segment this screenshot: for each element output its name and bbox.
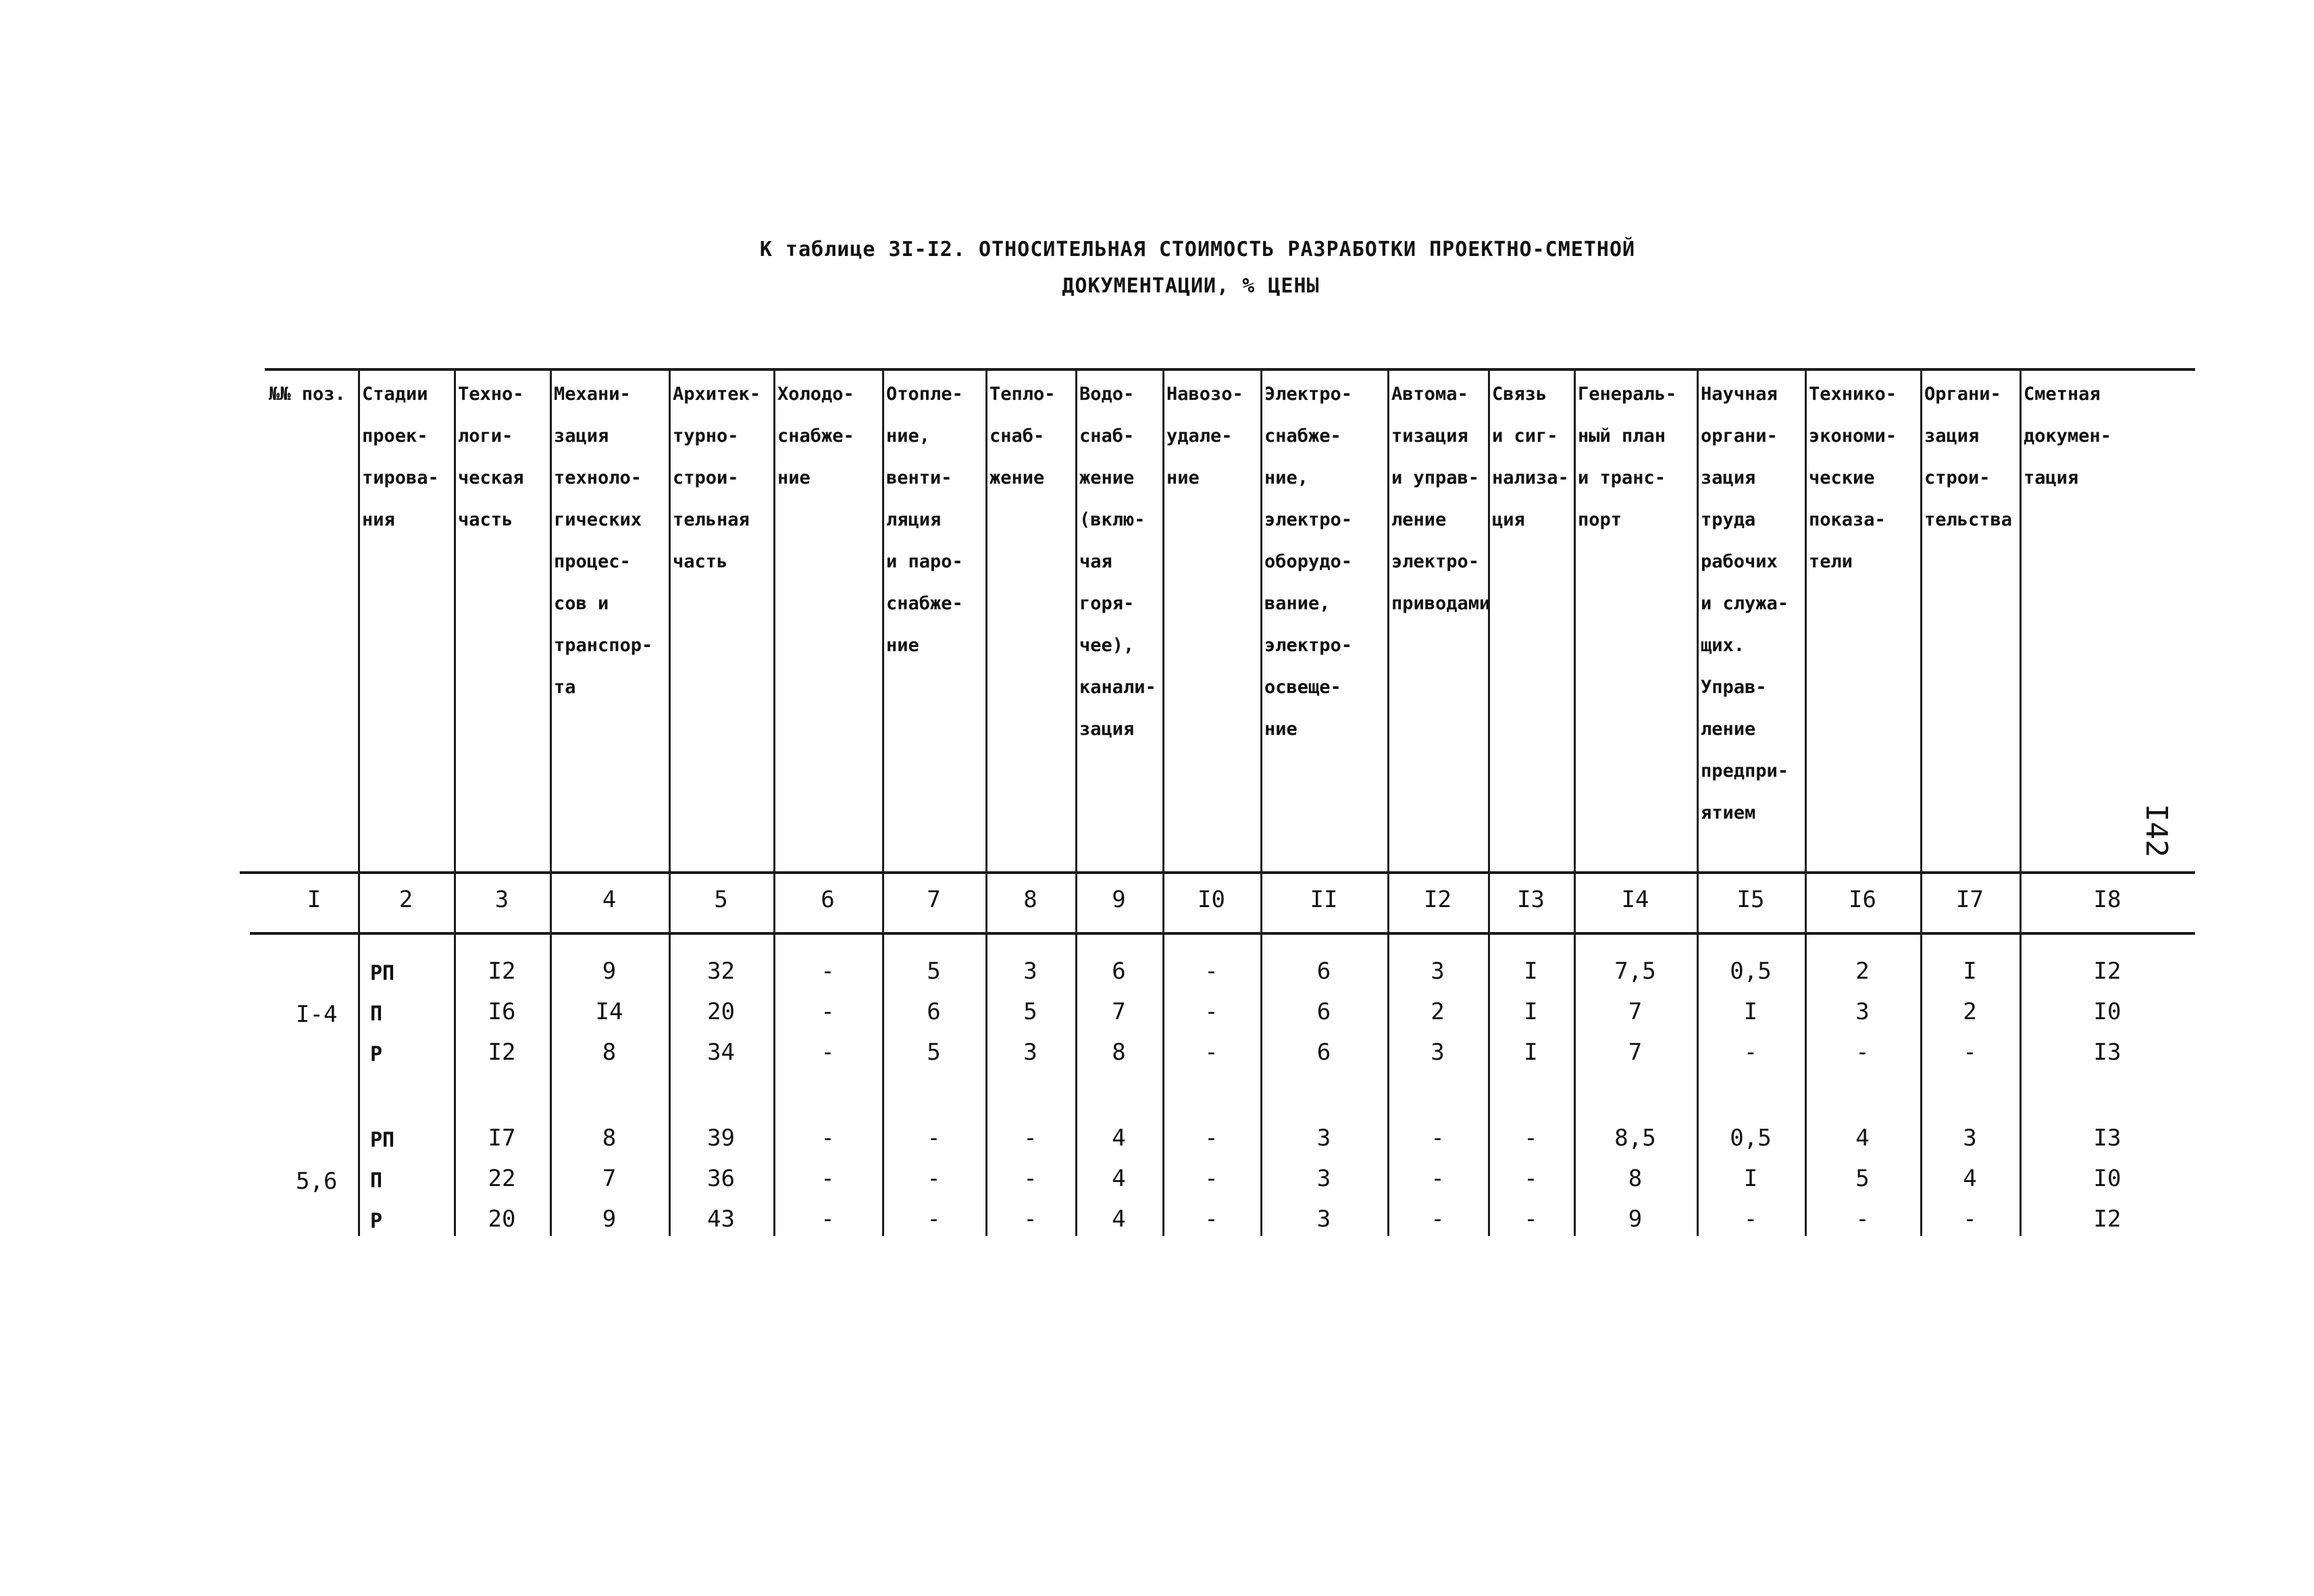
- column-header-line: зация: [1701, 467, 1756, 488]
- table-cell: -: [821, 1039, 835, 1066]
- table-cell: I2: [2093, 1206, 2122, 1233]
- table-cell: 5: [927, 958, 941, 985]
- table-cell: 8: [1628, 1165, 1643, 1192]
- table-cell: 3: [1963, 1125, 1977, 1152]
- column-divider: [1162, 368, 1164, 1236]
- column-header-line: ция: [1492, 509, 1525, 530]
- column-header: [1166, 374, 1243, 499]
- table-cell: 6: [1316, 958, 1331, 985]
- table-cell: 6: [927, 998, 941, 1025]
- column-header-line: сов и: [554, 593, 609, 614]
- column-header-line: Водо-: [1079, 384, 1135, 405]
- column-header-line: Механи-: [554, 384, 631, 405]
- table-cell: -: [1023, 1206, 1037, 1233]
- table-cell: 4: [1112, 1206, 1126, 1233]
- column-number: II: [1310, 886, 1338, 913]
- table-cell: -: [821, 958, 835, 985]
- table-cell: I7: [488, 1125, 516, 1152]
- column-number: I4: [1621, 886, 1649, 913]
- table-cell: 5: [927, 1039, 941, 1066]
- table-cell: -: [1204, 998, 1218, 1025]
- column-header-line: и сиг-: [1492, 426, 1558, 446]
- column-number: 9: [1112, 886, 1126, 913]
- column-header-line: логи-: [458, 426, 513, 446]
- column-header-line: освеще-: [1264, 677, 1341, 698]
- table-cell: I2: [488, 958, 516, 985]
- column-header: [362, 374, 439, 541]
- table-cell: -: [1204, 1039, 1218, 1066]
- column-header-line: удале-: [1166, 426, 1233, 446]
- column-header-line: зация: [554, 426, 609, 446]
- column-header-line: докумен-: [2024, 426, 2112, 446]
- column-header-line: часть: [458, 509, 513, 530]
- table-title-line-1: К таблице 3I-I2. ОТНОСИТЕЛЬНАЯ СТОИМОСТЬ РАЗРАБОТКИ ПРОЕКТНО-СМЕТНОЙ: [759, 238, 1636, 261]
- column-header-line: ние: [777, 467, 811, 488]
- stage-label: РП: [370, 962, 395, 985]
- column-header-line: Электро-: [1264, 384, 1353, 405]
- column-header-line: ный план: [1578, 426, 1666, 446]
- column-header-line: тельства: [1924, 509, 2013, 530]
- column-divider: [1387, 368, 1389, 1236]
- table-cell: I: [1963, 958, 1977, 985]
- column-header-line: жение: [1079, 467, 1135, 488]
- column-divider: [985, 368, 987, 1236]
- table-cell: 7: [1628, 998, 1643, 1025]
- table-cell: 6: [1112, 958, 1126, 985]
- column-number: I3: [1517, 886, 1545, 913]
- column-number: I0: [1198, 886, 1225, 913]
- table-cell: -: [1743, 1039, 1758, 1066]
- column-divider: [669, 368, 671, 1236]
- column-number: 7: [927, 886, 941, 913]
- column-divider: [882, 368, 884, 1236]
- table-cell: 32: [707, 958, 735, 985]
- table-cell: -: [1524, 1165, 1538, 1192]
- column-divider: [1697, 368, 1699, 1236]
- column-header-line: Сметная: [2024, 384, 2101, 405]
- column-header-line: Стадии: [362, 384, 428, 405]
- table-cell: -: [1204, 1165, 1218, 1192]
- column-header-line: ние: [1166, 467, 1200, 488]
- column-header: [269, 374, 346, 415]
- table-cell: 20: [488, 1206, 516, 1233]
- column-header-line: зация: [1924, 426, 1980, 446]
- column-number: I2: [1424, 886, 1451, 913]
- table-cell: I3: [2093, 1125, 2122, 1152]
- column-header-line: Отопле-: [886, 384, 963, 405]
- column-number-rule: [250, 932, 2195, 935]
- table-cell: 0,5: [1730, 1125, 1772, 1152]
- table-cell: -: [1431, 1125, 1445, 1152]
- table-cell: 4: [1855, 1125, 1870, 1152]
- column-header-line: тирова-: [362, 467, 439, 488]
- table-cell: 6: [1316, 1039, 1331, 1066]
- column-number: I5: [1737, 886, 1765, 913]
- column-divider: [773, 368, 775, 1236]
- column-header: [886, 374, 963, 667]
- table-cell: 3: [1431, 958, 1445, 985]
- column-header: [1264, 374, 1352, 750]
- page-number: I42: [2139, 804, 2174, 858]
- column-header-line: тация: [2024, 467, 2079, 488]
- table-cell: 20: [707, 998, 735, 1025]
- column-header-line: приводами: [1391, 593, 1491, 614]
- column-divider: [1260, 368, 1262, 1236]
- stage-label: Р: [370, 1043, 383, 1066]
- column-header-line: Навозо-: [1166, 384, 1243, 405]
- column-header: [1079, 374, 1156, 750]
- column-header-line: та: [554, 677, 576, 698]
- table-cell: -: [1023, 1165, 1037, 1192]
- table-cell: 2: [1963, 998, 1977, 1025]
- column-header: [989, 374, 1056, 499]
- column-header-line: Технико-: [1809, 384, 1897, 405]
- table-cell: 43: [707, 1206, 735, 1233]
- table-cell: 7: [602, 1165, 617, 1192]
- column-number: 4: [602, 886, 617, 913]
- column-header-line: труда: [1701, 509, 1756, 530]
- table-cell: 4: [1963, 1165, 1977, 1192]
- table-cell: 8: [1112, 1039, 1126, 1066]
- column-header-line: снабже-: [777, 426, 854, 446]
- table-cell: -: [1204, 958, 1218, 985]
- table-cell: -: [821, 998, 835, 1025]
- column-header-line: проек-: [362, 426, 428, 446]
- table-cell: 2: [1431, 998, 1445, 1025]
- stage-label: П: [370, 1002, 383, 1026]
- column-header-line: Генераль-: [1578, 384, 1677, 405]
- column-header-line: техноло-: [554, 467, 642, 488]
- table-cell: 22: [488, 1165, 516, 1192]
- table-cell: I4: [595, 998, 623, 1025]
- column-header-line: часть: [673, 551, 728, 572]
- column-header-line: электро-: [1391, 551, 1480, 572]
- table-cell: 7,5: [1614, 958, 1656, 985]
- table-cell: 5: [1023, 998, 1037, 1025]
- table-cell: 2: [1855, 958, 1870, 985]
- table-cell: -: [1204, 1206, 1218, 1233]
- table-cell: -: [1963, 1039, 1977, 1066]
- column-header-line: турно-: [673, 426, 739, 446]
- position-label: 5,6: [296, 1168, 338, 1195]
- column-header-line: и управ-: [1391, 467, 1480, 488]
- column-header-line: ление: [1391, 509, 1447, 530]
- table-cell: I: [1743, 1165, 1758, 1192]
- table-cell: I2: [2093, 958, 2122, 985]
- table-cell: I: [1524, 998, 1538, 1025]
- column-header-line: горя-: [1079, 593, 1135, 614]
- table-cell: I: [1524, 1039, 1538, 1066]
- header-bottom-rule: [240, 871, 2195, 874]
- table-cell: 36: [707, 1165, 735, 1192]
- column-divider: [1805, 368, 1807, 1236]
- table-cell: 3: [1316, 1125, 1331, 1152]
- table-cell: 3: [1316, 1165, 1331, 1192]
- table-cell: -: [927, 1206, 941, 1233]
- column-header-line: ние,: [886, 426, 931, 446]
- table-cell: 3: [1023, 1039, 1037, 1066]
- column-header-line: и транс-: [1578, 467, 1666, 488]
- table-cell: 9: [602, 1206, 617, 1233]
- column-header-line: ление: [1701, 719, 1756, 740]
- column-header: [1701, 374, 1789, 834]
- column-header-line: Архитек-: [673, 384, 761, 405]
- column-header: [777, 374, 854, 499]
- column-header-line: чее),: [1079, 635, 1135, 656]
- table-cell: -: [1431, 1165, 1445, 1192]
- column-header-line: показа-: [1809, 509, 1886, 530]
- table-cell: 8: [602, 1039, 617, 1066]
- column-header-line: венти-: [886, 467, 952, 488]
- column-header: [458, 374, 524, 541]
- table-cell: -: [1963, 1206, 1977, 1233]
- column-header-line: электро-: [1264, 509, 1353, 530]
- table-cell: 3: [1023, 958, 1037, 985]
- column-divider: [1075, 368, 1077, 1236]
- stage-label: Р: [370, 1210, 383, 1233]
- column-number: 8: [1023, 886, 1037, 913]
- column-header: [2024, 374, 2111, 499]
- table-cell: 5: [1855, 1165, 1870, 1192]
- column-header-line: нализа-: [1492, 467, 1569, 488]
- table-cell: 6: [1316, 998, 1331, 1025]
- table-cell: I0: [2093, 1165, 2122, 1192]
- column-header-line: ляция: [886, 509, 942, 530]
- table-cell: -: [1855, 1206, 1870, 1233]
- table-cell: 3: [1855, 998, 1870, 1025]
- table-cell: -: [927, 1165, 941, 1192]
- table-cell: -: [1524, 1206, 1538, 1233]
- column-header: [1391, 374, 1490, 625]
- table-cell: I: [1524, 958, 1538, 985]
- column-header-line: №№ поз.: [269, 384, 346, 405]
- table-cell: 7: [1628, 1039, 1643, 1066]
- column-header-line: строи-: [673, 467, 739, 488]
- column-header: [1578, 374, 1676, 541]
- column-header: [673, 374, 761, 583]
- column-header-line: ния: [362, 509, 395, 530]
- column-divider: [1574, 368, 1576, 1236]
- column-header-line: снаб-: [989, 426, 1045, 446]
- column-header-line: Холодо-: [777, 384, 854, 405]
- table-cell: 0,5: [1730, 958, 1772, 985]
- table-cell: 7: [1112, 998, 1126, 1025]
- column-number: I7: [1956, 886, 1984, 913]
- column-header-line: тельная: [673, 509, 750, 530]
- column-header-line: ятием: [1701, 802, 1756, 823]
- column-header-line: рабочих: [1701, 551, 1778, 572]
- column-divider: [550, 368, 552, 1236]
- table-cell: -: [927, 1125, 941, 1152]
- column-header-line: жение: [989, 467, 1045, 488]
- column-header-line: и служа-: [1701, 593, 1789, 614]
- table-cell: -: [1855, 1039, 1870, 1066]
- column-header-line: гических: [554, 509, 642, 530]
- table-cell: 34: [707, 1039, 735, 1066]
- table-title-line-2: ДОКУМЕНТАЦИИ, % ЦЕНЫ: [1062, 274, 1320, 298]
- column-header-line: снаб-: [1079, 426, 1135, 446]
- table-cell: -: [1431, 1206, 1445, 1233]
- column-header-line: порт: [1578, 509, 1622, 530]
- column-divider: [358, 368, 360, 1236]
- column-header-line: процес-: [554, 551, 631, 572]
- table-cell: 9: [1628, 1206, 1643, 1233]
- table-cell: -: [821, 1206, 835, 1233]
- table-cell: -: [1743, 1206, 1758, 1233]
- table-cell: 4: [1112, 1165, 1126, 1192]
- column-header-line: чая: [1079, 551, 1112, 572]
- column-header-line: вание,: [1264, 593, 1331, 614]
- table-cell: 8: [602, 1125, 617, 1152]
- table-cell: -: [1524, 1125, 1538, 1152]
- column-header-line: ние: [1264, 719, 1297, 740]
- table-cell: I: [1743, 998, 1758, 1025]
- table-cell: 3: [1316, 1206, 1331, 1233]
- table-cell: 39: [707, 1125, 735, 1152]
- table-cell: 3: [1431, 1039, 1445, 1066]
- column-header-line: зация: [1079, 719, 1135, 740]
- column-header-line: Научная: [1701, 384, 1778, 405]
- table-cell: -: [1023, 1125, 1037, 1152]
- column-header-line: ние,: [1264, 467, 1309, 488]
- column-header-line: и паро-: [886, 551, 963, 572]
- stage-label: П: [370, 1169, 383, 1193]
- column-header: [1809, 374, 1897, 583]
- column-header-line: тизация: [1391, 426, 1468, 446]
- column-number: I8: [2093, 886, 2122, 913]
- column-header-line: канали-: [1079, 677, 1156, 698]
- column-header-line: ние: [886, 635, 919, 656]
- column-number: I: [307, 886, 322, 913]
- column-divider: [454, 368, 456, 1236]
- table-cell: I6: [488, 998, 516, 1025]
- position-label: I-4: [296, 1001, 338, 1028]
- column-header-line: Органи-: [1924, 384, 2001, 405]
- table-cell: -: [821, 1125, 835, 1152]
- column-number: I6: [1849, 886, 1876, 913]
- table-cell: 8,5: [1614, 1125, 1656, 1152]
- table-cell: -: [821, 1165, 835, 1192]
- table-cell: I0: [2093, 998, 2122, 1025]
- column-number: 2: [398, 886, 413, 913]
- column-header-line: Тепло-: [989, 384, 1056, 405]
- column-header-line: транспор-: [554, 635, 653, 656]
- table-cell: I3: [2093, 1039, 2122, 1066]
- column-header-line: снабже-: [1264, 426, 1341, 446]
- column-header-line: строи-: [1924, 467, 1990, 488]
- column-divider: [2020, 368, 2022, 1236]
- column-number: 3: [494, 886, 509, 913]
- column-header-line: экономи-: [1809, 426, 1897, 446]
- column-header-line: тели: [1809, 551, 1853, 572]
- column-header-line: Автома-: [1391, 384, 1468, 405]
- column-header-line: предпри-: [1701, 761, 1789, 781]
- column-header-line: Техно-: [458, 384, 524, 405]
- column-header-line: органи-: [1701, 426, 1778, 446]
- column-header: [554, 374, 652, 709]
- column-header-line: снабже-: [886, 593, 963, 614]
- table-cell: I2: [488, 1039, 516, 1066]
- column-header-line: ческие: [1809, 467, 1875, 488]
- column-number: 5: [714, 886, 728, 913]
- column-header-line: Управ-: [1701, 677, 1767, 698]
- table-cell: -: [1204, 1125, 1218, 1152]
- column-header-line: (вклю-: [1079, 509, 1146, 530]
- column-header-line: Связь: [1492, 384, 1547, 405]
- column-header-line: ческая: [458, 467, 524, 488]
- column-divider: [1920, 368, 1922, 1236]
- column-header-line: оборудо-: [1264, 551, 1353, 572]
- column-header: [1492, 374, 1569, 541]
- table-cell: 4: [1112, 1125, 1126, 1152]
- column-header-line: щих.: [1701, 635, 1745, 656]
- table-top-rule: [265, 368, 2195, 371]
- stage-label: РП: [370, 1129, 395, 1152]
- column-header-line: электро-: [1264, 635, 1353, 656]
- column-header: [1924, 374, 2012, 541]
- table-cell: 9: [602, 958, 617, 985]
- column-number: 6: [821, 886, 835, 913]
